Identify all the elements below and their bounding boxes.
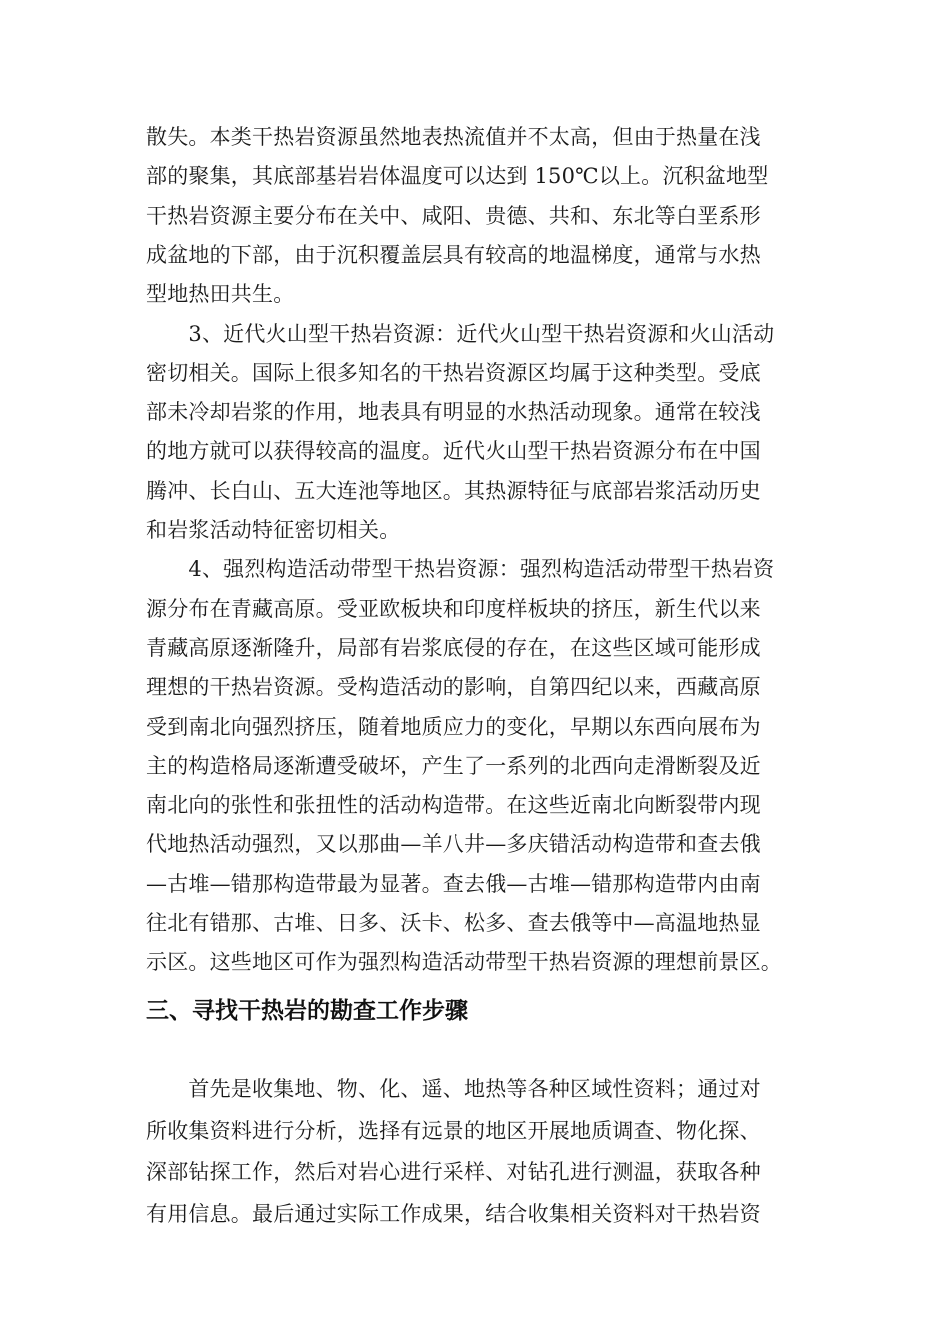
body-text-line: 理想的干热岩资源。受构造活动的影响，自第四纪以来，西藏高原 [146, 675, 761, 700]
section-heading: 三、寻找干热岩的勘查工作步骤 [146, 998, 468, 1024]
body-text-line: 深部钻探工作，然后对岩心进行采样、对钻孔进行测温，获取各种 [146, 1160, 761, 1184]
body-text-line: 有用信息。最后通过实际工作成果，结合收集相关资料对干热岩资 [146, 1201, 761, 1226]
body-text-line: 往北有错那、古堆、日多、沃卡、松多、查去俄等中—高温地热显 [146, 911, 761, 935]
body-text-line: 和岩浆活动特征密切相关。 [146, 518, 401, 542]
body-text-line: 首先是收集地、物、化、遥、地热等各种区域性资料；通过对 [146, 1077, 761, 1101]
body-text-line: 源分布在青藏高原。受亚欧板块和印度样板块的挤压，新生代以来 [146, 596, 761, 621]
body-text-line: —古堆—错那构造带最为显著。查去俄—古堆—错那构造带内由南 [146, 871, 761, 896]
body-text-line: 代地热活动强烈，又以那曲—羊八井—多庆错活动构造带和查去俄 [146, 832, 761, 857]
body-text-line: 部未冷却岩浆的作用，地表具有明显的水热活动现象。通常在较浅 [146, 400, 761, 425]
body-text-line: 受到南北向强烈挤压，随着地质应力的变化，早期以东西向展布为 [146, 714, 761, 739]
body-text-line: 青藏高原逐渐隆升，局部有岩浆底侵的存在，在这些区域可能形成 [146, 635, 761, 660]
body-text-line: 型地热田共生。 [146, 282, 295, 307]
body-text-line: 部的聚集，其底部基岩岩体温度可以达到 150℃以上。沉积盆地型 [146, 164, 769, 189]
body-text-line: 密切相关。国际上很多知名的干热岩资源区均属于这种类型。受底 [146, 360, 761, 385]
body-text-line: 所收集资料进行分析，选择有远景的地区开展地质调查、物化探、 [146, 1118, 761, 1143]
body-text-line: 主的构造格局逐渐遭受破坏，产生了一系列的北西向走滑断裂及近 [146, 753, 761, 778]
body-text-line: 南北向的张性和张扭性的活动构造带。在这些近南北向断裂带内现 [146, 793, 761, 818]
body-text-line: 散失。本类干热岩资源虽然地表热流值并不太高，但由于热量在浅 [146, 125, 761, 149]
body-text-line: 3、近代火山型干热岩资源：近代火山型干热岩资源和火山活动 [146, 321, 775, 346]
body-text-line: 示区。这些地区可作为强烈构造活动带型干热岩资源的理想前景区。 [146, 950, 782, 975]
body-text-line: 成盆地的下部，由于沉积覆盖层具有较高的地温梯度，通常与水热 [146, 242, 761, 267]
body-text-line: 的地方就可以获得较高的温度。近代火山型干热岩资源分布在中国 [146, 439, 761, 464]
body-text-line: 4、强烈构造活动带型干热岩资源：强烈构造活动带型干热岩资 [146, 557, 775, 582]
body-text-line: 腾冲、长白山、五大连池等地区。其热源特征与底部岩浆活动历史 [146, 478, 761, 503]
body-text-line: 干热岩资源主要分布在关中、咸阳、贵德、共和、东北等白垩系形 [146, 203, 761, 228]
